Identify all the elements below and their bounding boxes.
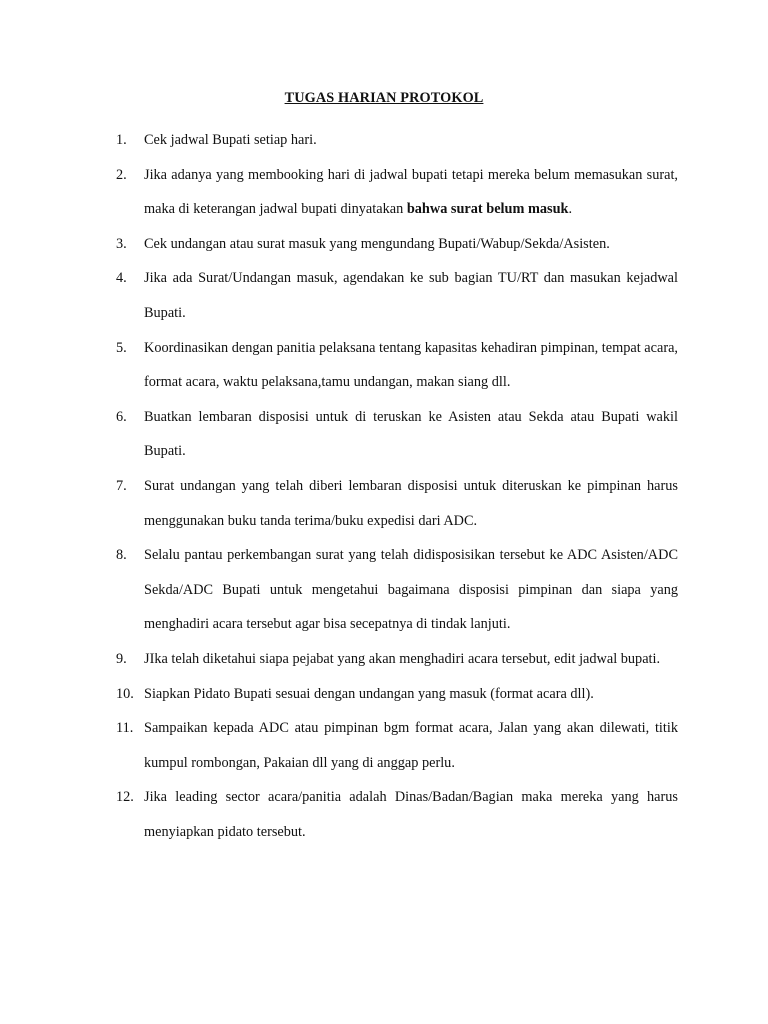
item-text: Jika ada Surat/Undangan masuk, agendakan ke sub bagian TU/RT dan masukan kejadwal Bupati. — [144, 270, 678, 321]
item-text: Sampaikan kepada ADC atau pimpinan bgm format acara, Jalan yang akan dilewati, titik kumpul rombongan, Pakaian dll yang di anggap perlu. — [144, 720, 678, 771]
list-item — [116, 538, 678, 642]
task-list — [116, 123, 678, 849]
item-number: 5. — [116, 339, 127, 356]
item-number: 8. — [116, 547, 127, 564]
item-text-end: . — [568, 201, 573, 218]
list-item — [116, 677, 678, 712]
item-text: Surat undangan yang telah diberi lembaran disposisi untuk diteruskan ke pimpinan harus menggunakan buku tanda terima/buku expedisi dari ADC. — [144, 477, 678, 529]
item-text: Cek jadwal Bupati setiap hari. — [144, 132, 317, 148]
item-text: Koordinasikan dengan panitia pelaksana tentang kapasitas kehadiran pimpinan, tempat acara, format acara, waktu pelaksana,tamu undangan, makan siang dll. — [144, 339, 678, 391]
item-number: 9. — [116, 650, 127, 667]
item-text: JIka telah diketahui siapa pejabat yang akan menghadiri acara tersebut, edit jadwal bupati. — [144, 650, 661, 667]
item-number: 4. — [116, 270, 127, 287]
list-item — [116, 331, 678, 400]
item-text: Buatkan lembaran disposisi untuk di teruskan ke Asisten atau Sekda atau Bupati wakil Bupati. — [144, 408, 678, 460]
item-number: 2. — [116, 166, 127, 183]
item-text: Jika adanya yang membooking hari di jadwal bupati tetapi mereka belum memasukan surat, maka di keterangan jadwal bupati dinyatakan — [144, 166, 678, 218]
list-item — [116, 711, 678, 780]
list-item — [116, 158, 678, 227]
item-text: Jika leading sector acara/panitia adalah Dinas/Badan/Bagian maka mereka yang harus menyiapkan pidato tersebut. — [144, 789, 678, 840]
list-item — [116, 227, 678, 262]
item-number: 3. — [116, 235, 127, 252]
item-number: 12. — [116, 789, 134, 806]
item-number: 6. — [116, 408, 127, 425]
list-item — [116, 469, 678, 538]
item-number: 11. — [116, 720, 134, 737]
list-item — [116, 642, 678, 677]
list-item — [116, 261, 678, 330]
item-text: Siapkan Pidato Bupati sesuai dengan undangan yang masuk (format acara dll). — [144, 685, 594, 702]
list-item — [116, 780, 678, 849]
page-title: TUGAS HARIAN PROTOKOL — [284, 90, 484, 106]
item-number: 10. — [116, 685, 134, 702]
item-text: Selalu pantau perkembangan surat yang telah didisposisikan tersebut ke ADC Asisten/ADC Sekda/ADC Bupati untuk mengetahui bagaimana disposisi pimpinan dan siapa yang menghadiri acara tersebut agar bisa secepatnya di tindak lanjuti. — [144, 547, 678, 633]
item-number: 1. — [116, 132, 127, 148]
list-item — [116, 123, 678, 158]
list-item — [116, 400, 678, 469]
item-text-bold: bahwa surat belum masuk — [406, 201, 569, 218]
item-text: Cek undangan atau surat masuk yang mengundang Bupati/Wabup/Sekda/Asisten. — [144, 235, 610, 252]
item-number: 7. — [116, 477, 127, 494]
